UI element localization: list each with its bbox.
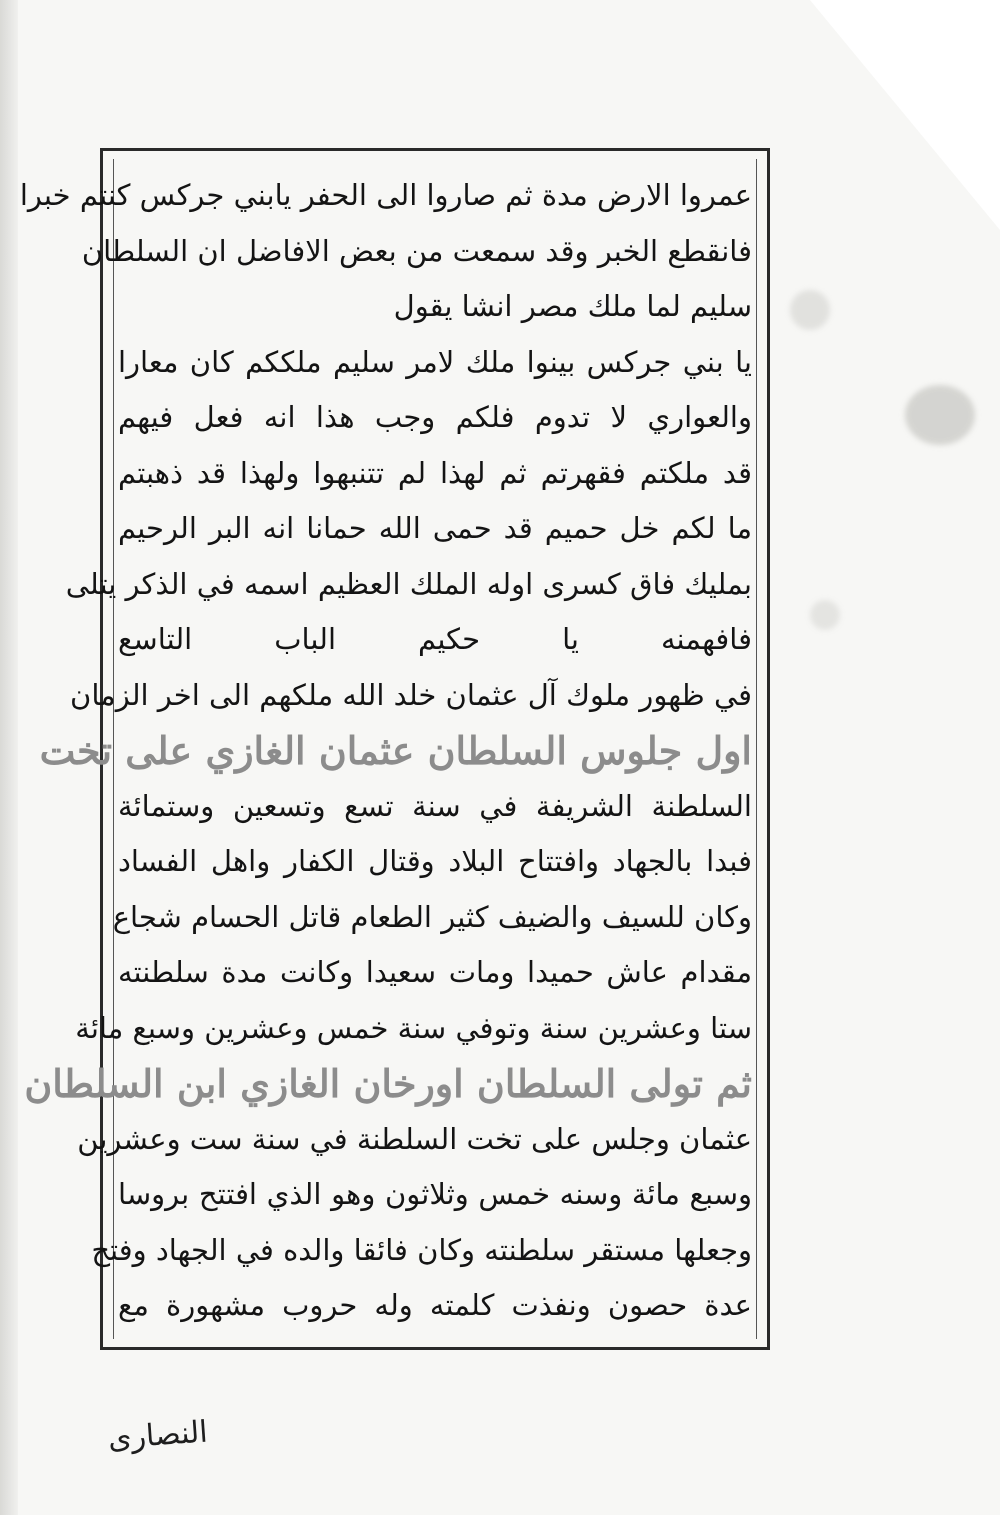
ink-stain (790, 290, 830, 330)
binding-edge (0, 0, 18, 1515)
verse-line: والعواري لا تدوم فلكم وجب هذا انه فعل فيهم (118, 400, 752, 434)
text-line: وكان للسيف والضيف كثير الطعام قاتل الحسام شجاع (112, 899, 752, 934)
verse-line: ما لكم خل حميم قد حمى الله حمانا انه البر الرحيم (118, 511, 752, 545)
catchword: النصارى (106, 1414, 209, 1457)
text-line: مقدام عاش حميدا ومات سعيدا وكانت مدة سلطنته (118, 955, 752, 989)
text-line: سليم لما ملك مصر انشا يقول (393, 289, 752, 323)
torn-corner (810, 0, 1000, 230)
text-block (19, 168, 752, 1334)
text-line: عمروا الارض مدة ثم صاروا الى الحفر يابني جركس كنتم خبرا (19, 178, 752, 212)
chapter-subtitle: في ظهور ملوك آل عثمان خلد الله ملكهم الى اخر الزمان (70, 677, 752, 712)
ink-stain (905, 385, 975, 445)
text-line: فبدا بالجهاد وافتتاح البلاد وقتال الكفار واهل الفساد (118, 844, 752, 878)
text-line: وسبع مائة وسنه خمس وثلاثون وهو الذي افتتح بروسا (118, 1177, 752, 1211)
verse-line: قد ملكتم فقهرتم ثم لهذا لم تتنبهوا ولهذا قد ذهبتم (118, 455, 752, 490)
section-heading: اول جلوس السلطان عثمان الغازي على تخت (39, 728, 752, 773)
section-heading: ثم تولى السلطان اورخان الغازي ابن السلطان (24, 1061, 752, 1106)
verse-line: يا بني جركس بينوا ملك لامر سليم ملككم كان معارا (118, 344, 752, 379)
text-line: ستا وعشرين سنة وتوفي سنة خمس وعشرين وسبع مائة (75, 1010, 752, 1045)
ink-stain (810, 600, 840, 630)
text-line: وجعلها مستقر سلطنته وكان فائقا والده في الجهاد وفتح (91, 1232, 752, 1267)
text-line: السلطنة الشريفة في سنة تسع وتسعين وستمائة (118, 788, 752, 823)
text-line: عدة حصون ونفذت كلمته وله حروب مشهورة مع (118, 1288, 752, 1322)
text-line: عثمان وجلس على تخت السلطنة في سنة ست وعشرين (77, 1121, 752, 1156)
verse-line: بمليك فاق كسرى اوله الملك العظيم اسمه في الذكر يتلى (65, 566, 752, 601)
chapter-heading-line: فافهمنه يا حكيم الباب التاسع (118, 622, 752, 656)
text-line: فانقطع الخبر وقد سمعت من بعض الافاضل ان السلطان (81, 233, 752, 268)
